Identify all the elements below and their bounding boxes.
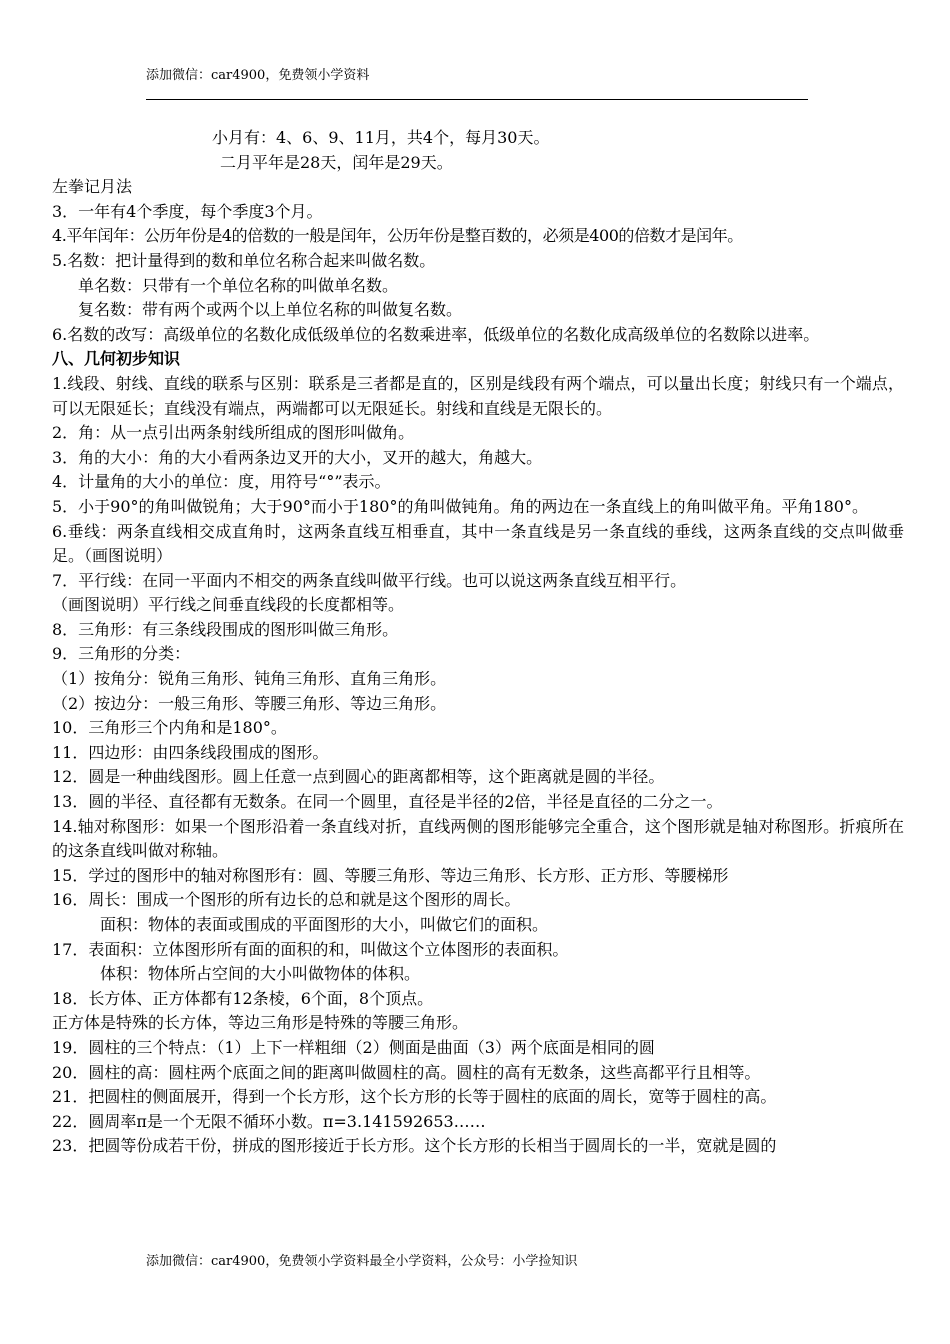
text-line: 小月有：4、6、9、11月，共4个，每月30天。: [212, 128, 550, 147]
text-line: 11．四边形：由四条线段围成的图形。: [52, 742, 329, 762]
text-line: 左拳记月法: [52, 177, 133, 197]
text-line: 单名数：只带有一个单位名称的叫做单名数。: [78, 275, 399, 295]
text-line: 21．把圆柱的侧面展开，得到一个长方形，这个长方形的长等于圆柱的底面的周长，宽等于圆柱的高。: [52, 1087, 777, 1107]
text-line: （画图说明）平行线之间垂直线段的长度都相等。: [52, 595, 405, 615]
text-line: 复名数：带有两个或两个以上单位名称的叫做复名数。: [78, 300, 463, 320]
text-line: 12．圆是一种曲线图形。圆上任意一点到圆心的距离都相等，这个距离就是圆的半径。: [52, 767, 665, 787]
text-line: 23．把圆等份成若干份，拼成的图形接近于长方形。这个长方形的长相当于圆周长的一半，宽就是圆的: [52, 1136, 777, 1156]
text-line: 3．角的大小：角的大小看两条边叉开的大小，叉开的越大，角越大。: [52, 447, 543, 467]
text-line: 19．圆柱的三个特点：（1）上下一样粗细（2）侧面是曲面（3）两个底面是相同的圆: [52, 1037, 655, 1057]
text-line: 4．计量角的大小的单位：度，用符号“°”表示。: [52, 472, 391, 492]
text-line: 3．一年有4个季度，每个季度3个月。: [52, 201, 323, 221]
text-line: 13．圆的半径、直径都有无数条。在同一个圆里，直径是半径的2倍，半径是直径的二分之一。: [52, 792, 723, 812]
text-line: （2）按边分：一般三角形、等腰三角形、等边三角形。: [52, 693, 447, 713]
text-line: 面积：物体的表面或围成的平面图形的大小，叫做它们的面积。: [100, 915, 549, 934]
text-paragraph: 14.轴对称图形：如果一个图形沿着一条直线对折，直线两侧的图形能够完全重合，这个图形就是轴对称图形。折痕所在的这条直线叫做对称轴。: [52, 816, 904, 861]
text-paragraph: 6.垂线：两条直线相交成直角时，这两条直线互相垂直，其中一条直线是另一条直线的垂线，这两条直线的交点叫做垂足。（画图说明）: [52, 521, 904, 566]
page-header: 添加微信：car4900，免费领小学资料: [146, 68, 370, 83]
text-line: 16．周长：围成一个图形的所有边长的总和就是这个图形的周长。: [52, 890, 521, 910]
text-line: 17．表面积：立体图形所有面的面积的和，叫做这个立体图形的表面积。: [52, 939, 569, 959]
text-line: 4.平年闰年：公历年份是4的倍数的一般是闰年，公历年份是整百数的，必须是400的倍数才是闰年。: [52, 226, 743, 246]
document-body: [52, 126, 904, 1159]
text-line: 15．学过的图形中的轴对称图形有：圆、等腰三角形、等边三角形、长方形、正方形、等腰梯形: [52, 865, 729, 885]
text-line: （1）按角分：锐角三角形、钝角三角形、直角三角形。: [52, 669, 447, 689]
section-heading: 八、几何初步知识: [52, 349, 181, 369]
text-line: 10．三角形三个内角和是180°。: [52, 718, 287, 738]
text-paragraph: 5．小于90°的角叫做锐角；大于90°而小于180°的角叫做钝角。角的两边在一条直线上的角叫做平角。平角180°。: [52, 496, 868, 516]
text-line: 9．三角形的分类：: [52, 644, 191, 664]
text-line: 二月平年是28天，闰年是29天。: [220, 152, 453, 172]
text-line: 7．平行线：在同一平面内不相交的两条直线叫做平行线。也可以说这两条直线互相平行。: [52, 570, 687, 590]
text-line: 体积：物体所占空间的大小叫做物体的体积。: [100, 964, 421, 984]
text-line: 20．圆柱的高：圆柱两个底面之间的距离叫做圆柱的高。圆柱的高有无数条，这些高都平行且相等。: [52, 1062, 761, 1082]
text-paragraph: 1.线段、射线、直线的联系与区别：联系是三者都是直的，区别是线段有两个端点，可以量出长度；射线只有一个端点，可以无限延长；直线没有端点，两端都可以无限延长。射线和直线是无限长的。: [52, 373, 904, 418]
text-paragraph: 6.名数的改写：高级单位的名数化成低级单位的名数乘进率，低级单位的名数化成高级单位的名数除以进率。: [52, 324, 820, 344]
text-line: 22．圆周率π是一个无限不循环小数。π=3.141592653……: [52, 1111, 486, 1131]
text-line: 5.名数：把计量得到的数和单位名称合起来叫做名数。: [52, 250, 436, 270]
text-line: 18．长方体、正方体都有12条棱，6个面，8个顶点。: [52, 988, 434, 1008]
text-line: 正方体是特殊的长方体，等边三角形是特殊的等腰三角形。: [52, 1013, 469, 1033]
text-line: 2．角：从一点引出两条射线所组成的图形叫做角。: [52, 423, 415, 443]
header-divider: [146, 99, 808, 100]
page-footer: 添加微信：car4900，免费领小学资料最全小学资料，公众号：小学捡知识: [146, 1254, 578, 1269]
text-line: 8．三角形：有三条线段围成的图形叫做三角形。: [52, 619, 399, 639]
